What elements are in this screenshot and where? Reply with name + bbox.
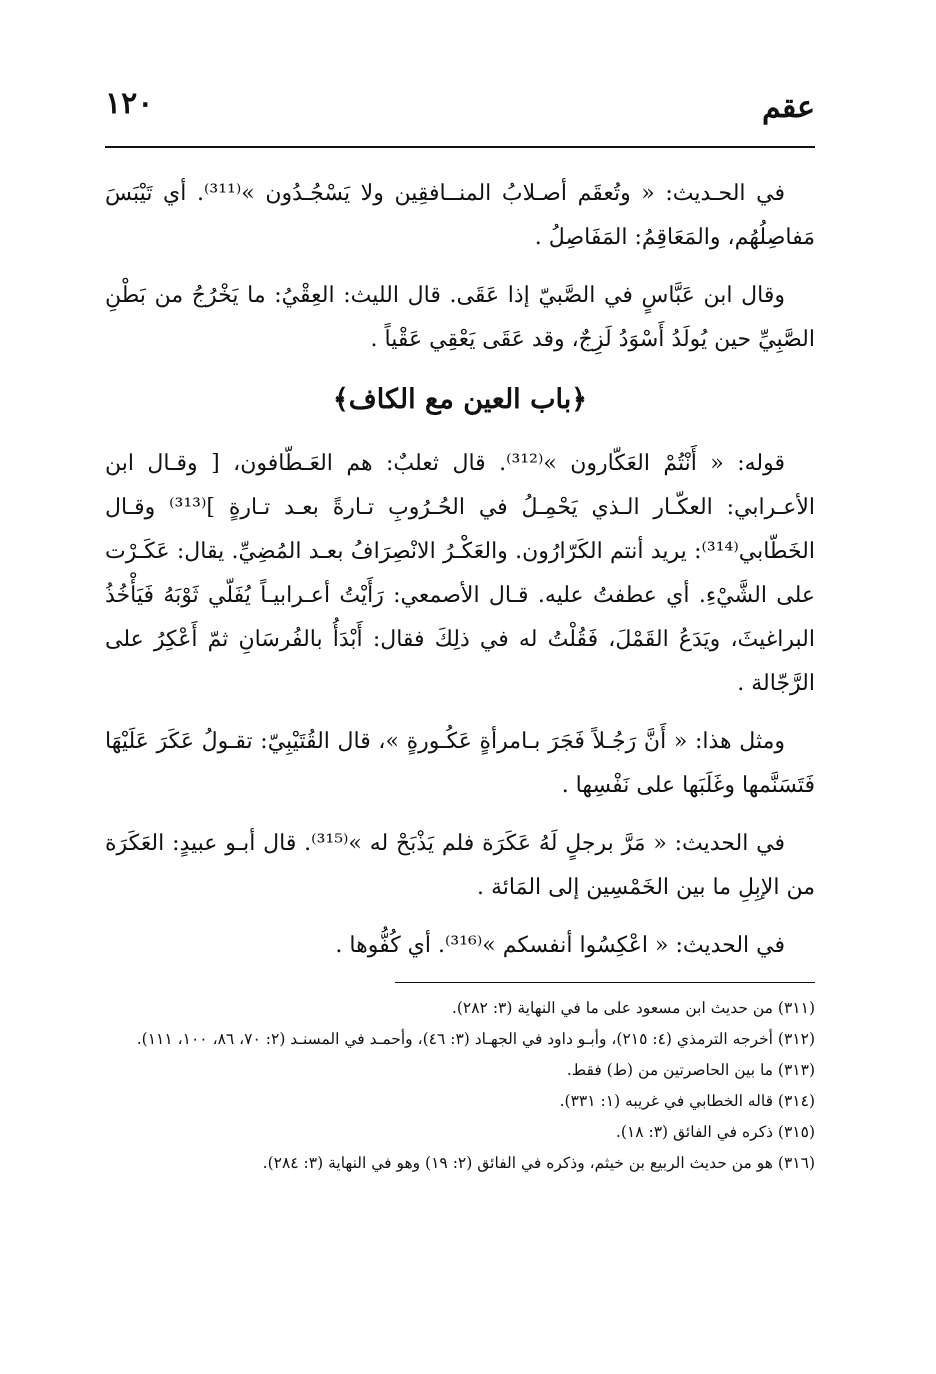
footnote: (٣١٥) ذكره في الفائق (٣: ١٨). [615, 1123, 815, 1141]
book-page [105, 80, 815, 1181]
paragraph: ومثل هذا: « أَنَّ رَجُـلاً فَجَرَ بـامرأةٍ عَكُـورةٍ »، قال القُتَيْبِيّ: تقـولُ عَكَرَ عَلَيْهَا فَتَسَنَّمها وغَلَبَها على نَفْسِها . [105, 729, 815, 798]
footnote: (٣١٤) قاله الخطابي في غريبه (١: ٣٣١). [559, 1092, 815, 1110]
footnotes [105, 995, 815, 1177]
main-text [105, 172, 815, 968]
footnote: (٣١٢) أخرجه الترمذي (٤: ٢١٥)، وأبـو داود في الجهـاد (٣: ٤٦)، وأحمـد في المسنـد (٢: ٧٠، ٨٦، ١٠٠، ١١١). [136, 1030, 815, 1048]
header-rule [105, 146, 815, 148]
footnote: (٣١٣) ما بين الحاصرتين من (ط) فقط. [566, 1061, 815, 1079]
footnote-separator [395, 982, 815, 983]
paragraph: وقال ابن عَبَّاسٍ في الصَّبيّ إذا عَقَى. قال الليث: العِقْيُ: ما يَخْرُجُ من بَطْنِ الصَّبِيِّ حين يُولَدُ أَسْوَدُ لَزِجٌ، وقد عَقَى يَعْقِي عَقْياً . [105, 283, 815, 352]
footnote: (٣١٦) هو من حديث الربيع بن خيثم، وذكره في الفائق (٢: ١٩) وهو في النهاية (٣: ٢٨٤). [262, 1154, 815, 1172]
footnote: (٣١١) من حديث ابن مسعود على ما في النهاية (٣: ٢٨٢). [451, 999, 815, 1017]
paragraph: في الحديث: « اعْكِسُوا أنفسكم »⁽³¹⁶⁾. أي كُفُّوها . [335, 933, 785, 958]
header-title: عقم [761, 90, 815, 125]
running-header [105, 80, 815, 144]
paragraph: قوله: « أَنْتُمْ العَكّارون »⁽³¹²⁾. قال ثعلبٌ: هم العَـطّافون، [ وقـال ابن الأعـرابي: العكّـار الـذي يَحْمِـلُ في الحُـرُوبِ تـارةً بعـد تـارةٍ ]⁽³¹³⁾ وقـال الخَطّابي⁽³¹⁴⁾: يريد أنتم الكَرّارُون. والعَكْـرُ الانْصِرَافُ بعـد المُضِيِّ. يقال: عَكَـرْت على الشَّيْءِ. أي عطفتُ عليه. قـال الأصمعي: رَأَيْتُ أعـرابيـاً يُفَلّي ثَوْبَهُ فَيَأْخُذُ البراغيثَ، ويَدَعُ القَمْلَ، فَقُلْتُ له في ذلِكَ فقال: أَبْدَأُ بالفُرسَانِ ثمّ أَعْكِرُ على الرَّجّالة . [105, 451, 816, 696]
section-heading: ﴿باب العين مع الكاف﴾ [332, 384, 588, 415]
paragraph: في الحـديث: « وتُعقَم أصـلابُ المنــافقِين ولا يَسْجُـدُون »⁽³¹¹⁾. أي تَيْبَسَ مَفاصِلُهُم، والمَعَاقِمُ: المَفَاصِلُ . [105, 181, 815, 250]
paragraph: في الحديث: « مَرَّ برجلٍ لَهُ عَكَرَة فلم يَذْبَحْ له »⁽³¹⁵⁾. قال أبـو عبيدٍ: العَكَرَة من الإبِلِ ما بين الخَمْسِين إلى المَائة . [105, 831, 815, 900]
page-number: ١٢٠ [105, 86, 154, 121]
